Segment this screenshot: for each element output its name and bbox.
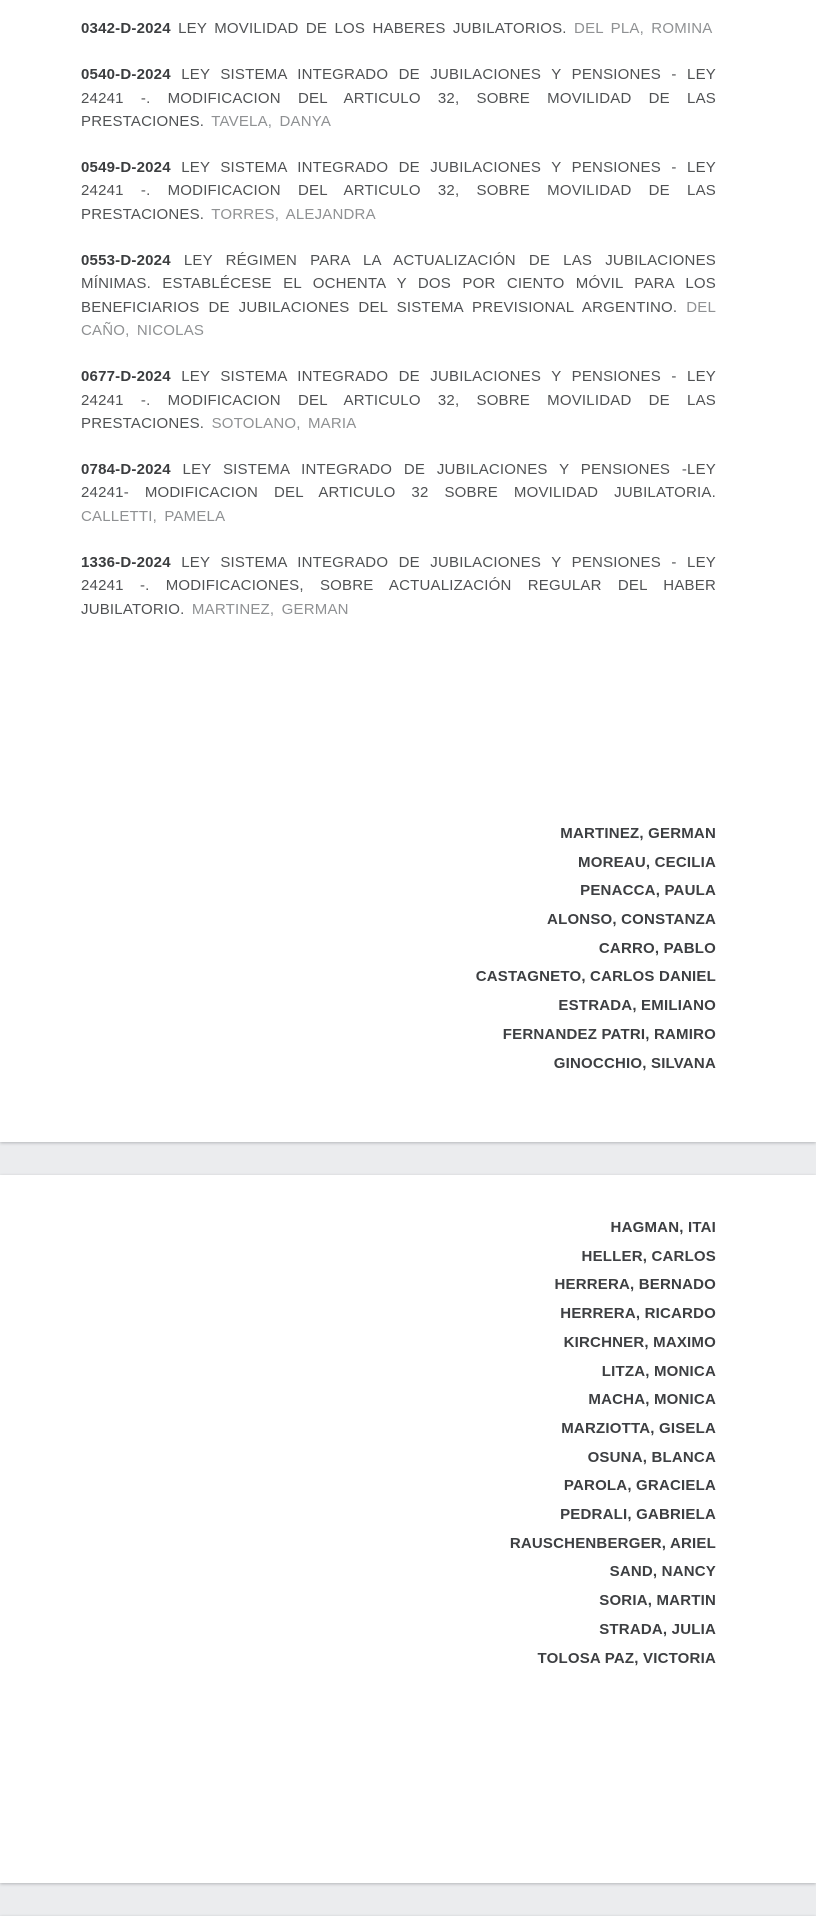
bill-entry xyxy=(81,458,716,528)
bill-author: MARTINEZ, GERMAN xyxy=(191,600,349,618)
signatory-name: MARTINEZ, GERMAN xyxy=(560,824,716,842)
signatory-name: ALONSO, CONSTANZA xyxy=(547,911,716,929)
signatory-name: PEDRALI, GABRIELA xyxy=(560,1506,716,1524)
signatory-name: LITZA, MONICA xyxy=(601,1362,716,1380)
signatory-name: STRADA, JULIA xyxy=(599,1620,716,1638)
bill-entry xyxy=(81,551,716,621)
signatory-name: SORIA, MARTIN xyxy=(599,1592,716,1610)
bill-entries-list xyxy=(81,17,716,621)
signatory-name: SAND, NANCY xyxy=(609,1563,716,1581)
bill-entry xyxy=(81,63,716,133)
bill-number: 0553-D-2024 xyxy=(81,252,171,270)
bill-title: LEY RÉGIMEN PARA LA ACTUALIZACIÓN DE LAS JUBILACIONES MÍNIMAS. ESTABLÉCESE EL OCHENTA Y DOS POR CIENTO MÓVIL PARA LOS BENEFICIARIOS DE JUBILACIONES DEL SISTEMA PREVISIONAL ARGENTINO. xyxy=(81,252,716,316)
bill-entry xyxy=(81,156,716,226)
signatory-name: GINOCCHIO, SILVANA xyxy=(553,1054,716,1072)
signatory-name: FERNANDEZ PATRI, RAMIRO xyxy=(502,1025,716,1043)
signatory-name: HERRERA, RICARDO xyxy=(560,1305,716,1323)
signatory-name: PAROLA, GRACIELA xyxy=(563,1477,716,1495)
signatory-name: RAUSCHENBERGER, ARIEL xyxy=(509,1534,716,1552)
signatory-name: KIRCHNER, MAXIMO xyxy=(563,1333,716,1351)
signatory-name: OSUNA, BLANCA xyxy=(587,1448,716,1466)
signatory-name: HAGMAN, ITAI xyxy=(610,1219,716,1236)
bill-author: DEL PLA, ROMINA xyxy=(574,20,713,37)
signatory-name: CARRO, PABLO xyxy=(598,939,716,957)
bill-entry xyxy=(81,365,716,435)
bill-number: 1336-D-2024 xyxy=(81,554,171,572)
signatories-list xyxy=(81,820,716,1078)
bill-author: TAVELA, DANYA xyxy=(211,112,332,130)
bill-number: 0342-D-2024 xyxy=(81,20,171,37)
bill-number: 0784-D-2024 xyxy=(81,461,171,479)
signatory-name: HELLER, CARLOS xyxy=(581,1247,716,1265)
bill-author: SOTOLANO, MARIA xyxy=(211,414,357,432)
bill-number: 0677-D-2024 xyxy=(81,368,171,386)
signatory-name: TOLOSA PAZ, VICTORIA xyxy=(537,1649,716,1667)
signatory-name: CASTAGNETO, CARLOS DANIEL xyxy=(475,968,716,986)
bill-title: LEY SISTEMA INTEGRADO DE JUBILACIONES Y PENSIONES -LEY 24241- MODIFICACION DEL ARTICULO 32 SOBRE MOVILIDAD JUBILATORIA. xyxy=(81,461,717,502)
bill-author: CALLETTI, PAMELA xyxy=(81,507,226,525)
document-page-2 xyxy=(0,1175,816,1883)
signatory-name: HERRERA, BERNADO xyxy=(554,1276,716,1294)
bill-number: 0540-D-2024 xyxy=(81,66,171,84)
bill-entry xyxy=(81,249,716,342)
signatories-list xyxy=(81,1214,716,1673)
bill-title: LEY SISTEMA INTEGRADO DE JUBILACIONES Y PENSIONES - LEY 24241 -. MODIFICACION DEL ARTICULO 32, SOBRE MOVILIDAD DE LAS PRESTACIONES. xyxy=(81,66,716,130)
signatory-name: MARZIOTTA, GISELA xyxy=(561,1419,716,1437)
document-page-3 xyxy=(0,1916,816,1920)
signatory-name: MOREAU, CECILIA xyxy=(578,853,716,871)
bill-entry xyxy=(81,17,716,40)
bill-title: LEY SISTEMA INTEGRADO DE JUBILACIONES Y PENSIONES - LEY 24241 -. MODIFICACIONES, SOBRE ACTUALIZACIÓN REGULAR DEL HABER JUBILATORIO. xyxy=(81,554,716,618)
bill-author: TORRES, ALEJANDRA xyxy=(211,205,376,223)
bill-number: 0549-D-2024 xyxy=(81,159,171,177)
bill-title: LEY MOVILIDAD DE LOS HABERES JUBILATORIOS. xyxy=(178,20,567,37)
signatory-name: MACHA, MONICA xyxy=(588,1391,716,1409)
bill-title: LEY SISTEMA INTEGRADO DE JUBILACIONES Y PENSIONES - LEY 24241 -. MODIFICACION DEL ARTICULO 32, SOBRE MOVILIDAD DE LAS PRESTACIONES. xyxy=(81,159,716,223)
bill-title: LEY SISTEMA INTEGRADO DE JUBILACIONES Y PENSIONES - LEY 24241 -. MODIFICACION DEL ARTICULO 32, SOBRE MOVILIDAD DE LAS PRESTACIONES. xyxy=(81,368,716,432)
signatory-name: PENACCA, PAULA xyxy=(580,882,716,900)
signatory-name: ESTRADA, EMILIANO xyxy=(558,997,716,1015)
bill-author: DEL CAÑO, NICOLAS xyxy=(81,298,716,339)
